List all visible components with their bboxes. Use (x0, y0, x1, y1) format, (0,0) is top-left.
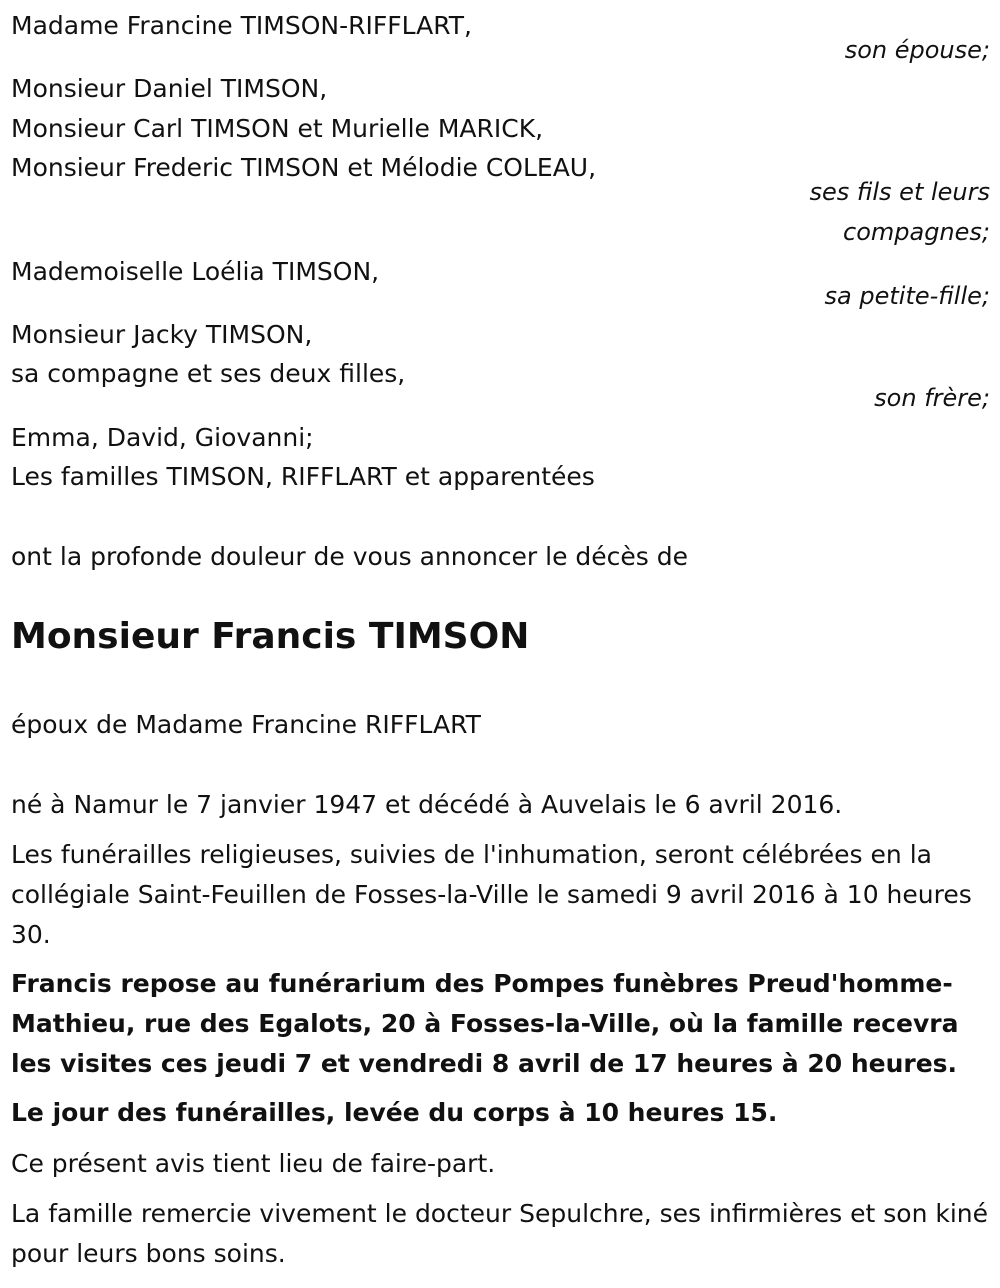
others-line1: Emma, David, Giovanni; (11, 423, 314, 452)
viewing-info: Francis repose au funérarium des Pompes funèbres Preud'homme-Mathieu, rue des Egalots, 20 à Fosses-la-Ville, où la famille recevra les visites ces jeudi 7 et vendredi 8 avril de 17 heures à 20 heures. (11, 969, 959, 1078)
notice-text: Ce présent avis tient lieu de faire-part. (11, 1149, 496, 1178)
departure-info: Le jour des funérailles, levée du corps à 10 heures 15. (11, 1098, 778, 1127)
others-line2: Les familles TIMSON, RIFFLART et apparentées (11, 462, 595, 491)
son-2: Monsieur Carl TIMSON et Murielle MARICK, (11, 114, 544, 143)
spouse-name: Madame Francine TIMSON-RIFFLART, (11, 11, 472, 40)
brother-name: Monsieur Jacky TIMSON, (11, 320, 313, 349)
son-3: Monsieur Frederic TIMSON et Mélodie COLEAU, (11, 153, 597, 182)
granddaughter-role: sa petite-fille; (824, 282, 990, 310)
thanks-text: La famille remercie vivement le docteur Sepulchre, ses infirmières et son kiné pour leurs bons soins. (11, 1199, 989, 1268)
announcement: ont la profonde douleur de vous annoncer le décès de (11, 542, 689, 571)
funeral-info: Les funérailles religieuses, suivies de l'inhumation, seront célébrées en la collégiale Saint-Feuillen de Fosses-la-Ville le samedi 9 avril 2016 à 10 heures 30. (11, 840, 972, 949)
granddaughter-name: Mademoiselle Loélia TIMSON, (11, 257, 380, 286)
spouse-of: époux de Madame Francine RIFFLART (11, 710, 481, 739)
spouse-role: son épouse; (844, 36, 990, 64)
deceased-name: Monsieur Francis TIMSON (11, 616, 530, 657)
brother-role: son frère; (874, 384, 990, 412)
birth-death: né à Namur le 7 janvier 1947 et décédé à Auvelais le 6 avril 2016. (11, 790, 843, 819)
sons-role-line2: compagnes; (843, 218, 990, 246)
brother-family: sa compagne et ses deux filles, (11, 359, 406, 388)
son-1: Monsieur Daniel TIMSON, (11, 74, 328, 103)
sons-role-line1: ses fils et leurs (809, 178, 990, 206)
